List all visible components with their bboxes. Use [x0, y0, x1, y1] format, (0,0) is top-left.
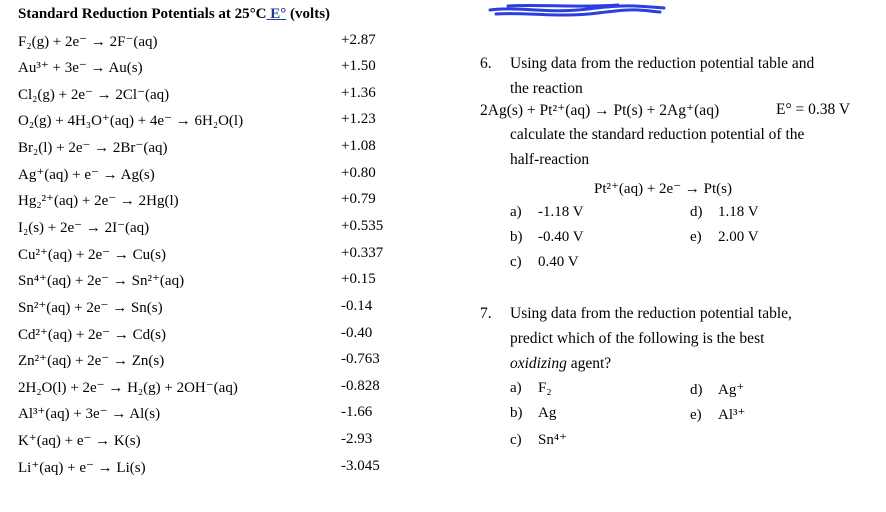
- reaction-cell: I₂(s) + 2e⁻ → 2I⁻(aq): [18, 220, 150, 236]
- option-d: [690, 204, 759, 221]
- potential-cell: -0.14: [341, 298, 373, 314]
- question-number: 6.: [480, 55, 492, 72]
- question-text: predict which of the following is the best: [510, 330, 765, 347]
- option-text: Sn⁴⁺: [538, 432, 567, 448]
- reaction-cell: Ag⁺(aq) + e⁻ → Ag(s): [18, 167, 155, 183]
- reaction-cell: Au³⁺ + 3e⁻ → Au(s): [18, 60, 143, 76]
- overall-e0: E° = 0.38 V: [776, 101, 851, 118]
- option-e: [690, 405, 745, 424]
- option-label: c): [510, 432, 522, 448]
- redaction-scribble: [488, 0, 668, 22]
- reaction-cell: 2H₂O(l) + 2e⁻ → H₂(g) + 2OH⁻(aq): [18, 380, 238, 396]
- potential-cell: +0.80: [341, 165, 376, 181]
- potential-cell: +1.50: [341, 58, 376, 74]
- question-text: calculate the standard reduction potential of the: [510, 126, 805, 143]
- option-a: [510, 204, 584, 221]
- potential-cell: -0.40: [341, 325, 373, 341]
- reaction-cell: Cl₂(g) + 2e⁻ → 2Cl⁻(aq): [18, 87, 170, 103]
- question-7: [480, 302, 880, 382]
- option-text: 2.00 V: [718, 229, 759, 245]
- option-label: b): [510, 229, 523, 245]
- option-label: b): [510, 405, 523, 421]
- potential-cell: +2.87: [341, 32, 376, 48]
- potential-cell: -3.045: [341, 458, 380, 474]
- question-text: half-reaction: [510, 151, 590, 168]
- option-label: e): [690, 229, 702, 245]
- option-d: [690, 380, 744, 399]
- potential-cell: -2.93: [341, 431, 373, 447]
- reaction-cell: K⁺(aq) + e⁻ → K(s): [18, 433, 141, 449]
- potential-cell: +1.23: [341, 111, 376, 127]
- reaction-cell: Al³⁺(aq) + 3e⁻ → Al(s): [18, 406, 161, 422]
- option-text: 1.18 V: [718, 204, 759, 220]
- option-c: [510, 254, 579, 271]
- reaction-cell: Sn²⁺(aq) + 2e⁻ → Sn(s): [18, 300, 163, 316]
- reaction-cell: Sn⁴⁺(aq) + 2e⁻ → Sn²⁺(aq): [18, 273, 185, 289]
- potential-cell: +0.15: [341, 271, 376, 287]
- option-text: Ag⁺: [718, 382, 745, 398]
- option-b: [510, 405, 556, 422]
- potential-cell: +0.337: [341, 245, 384, 261]
- option-text: Ag: [538, 405, 557, 421]
- option-text: 0.40 V: [538, 254, 579, 270]
- title-prefix: Standard Reduction Potentials at 25: [18, 6, 250, 22]
- option-label: d): [690, 382, 703, 398]
- table-title: [18, 6, 330, 23]
- title-suffix: (volts): [286, 6, 331, 22]
- option-text: Al³⁺: [718, 407, 746, 423]
- option-label: a): [510, 380, 522, 396]
- overall-reaction: 2Ag(s) + Pt²⁺(aq) → Pt(s) + 2Ag⁺(aq): [480, 102, 720, 119]
- reaction-cell: F₂(g) + 2e⁻ → 2F⁻(aq): [18, 34, 158, 50]
- option-text: F₂: [538, 380, 552, 396]
- title-degc: °C: [249, 6, 267, 22]
- reaction-cell: Cu²⁺(aq) + 2e⁻ → Cu(s): [18, 247, 166, 263]
- option-c: [510, 430, 567, 449]
- emphasis-text: oxidizing: [510, 355, 567, 372]
- reaction-cell: Hg₂²⁺(aq) + 2e⁻ → 2Hg(l): [18, 193, 179, 209]
- option-a: [510, 380, 552, 397]
- question-text: the reaction: [510, 80, 583, 97]
- option-label: d): [690, 204, 703, 220]
- option-label: c): [510, 254, 522, 270]
- question-text-rest: agent?: [566, 355, 612, 372]
- reaction-cell: Br₂(l) + 2e⁻ → 2Br⁻(aq): [18, 140, 168, 156]
- title-e0: E°: [270, 6, 287, 22]
- half-reaction: Pt²⁺(aq) + 2e⁻ → Pt(s): [594, 181, 732, 197]
- potential-cell: +1.36: [341, 85, 376, 101]
- potential-cell: +0.535: [341, 218, 384, 234]
- option-b: [510, 229, 584, 246]
- potential-cell: +1.08: [341, 138, 376, 154]
- option-text: -0.40 V: [538, 229, 584, 245]
- potential-cell: -0.763: [341, 351, 380, 367]
- reaction-cell: Li⁺(aq) + e⁻ → Li(s): [18, 460, 146, 476]
- question-number: 7.: [480, 305, 492, 322]
- question-text: [510, 352, 611, 377]
- question-text: Using data from the reduction potential table,: [510, 305, 792, 322]
- potential-cell: +0.79: [341, 191, 376, 207]
- option-label: e): [690, 407, 702, 423]
- question-text: Using data from the reduction potential table and: [510, 55, 815, 72]
- option-label: a): [510, 204, 522, 220]
- option-e: [690, 229, 759, 246]
- option-text: -1.18 V: [538, 204, 584, 220]
- reaction-cell: Zn²⁺(aq) + 2e⁻ → Zn(s): [18, 353, 165, 369]
- reaction-cell: O₂(g) + 4H₃O⁺(aq) + 4e⁻ → 6H₂O(l): [18, 113, 244, 129]
- reaction-cell: Cd²⁺(aq) + 2e⁻ → Cd(s): [18, 327, 166, 343]
- potential-cell: -0.828: [341, 378, 380, 394]
- potential-cell: -1.66: [341, 404, 373, 420]
